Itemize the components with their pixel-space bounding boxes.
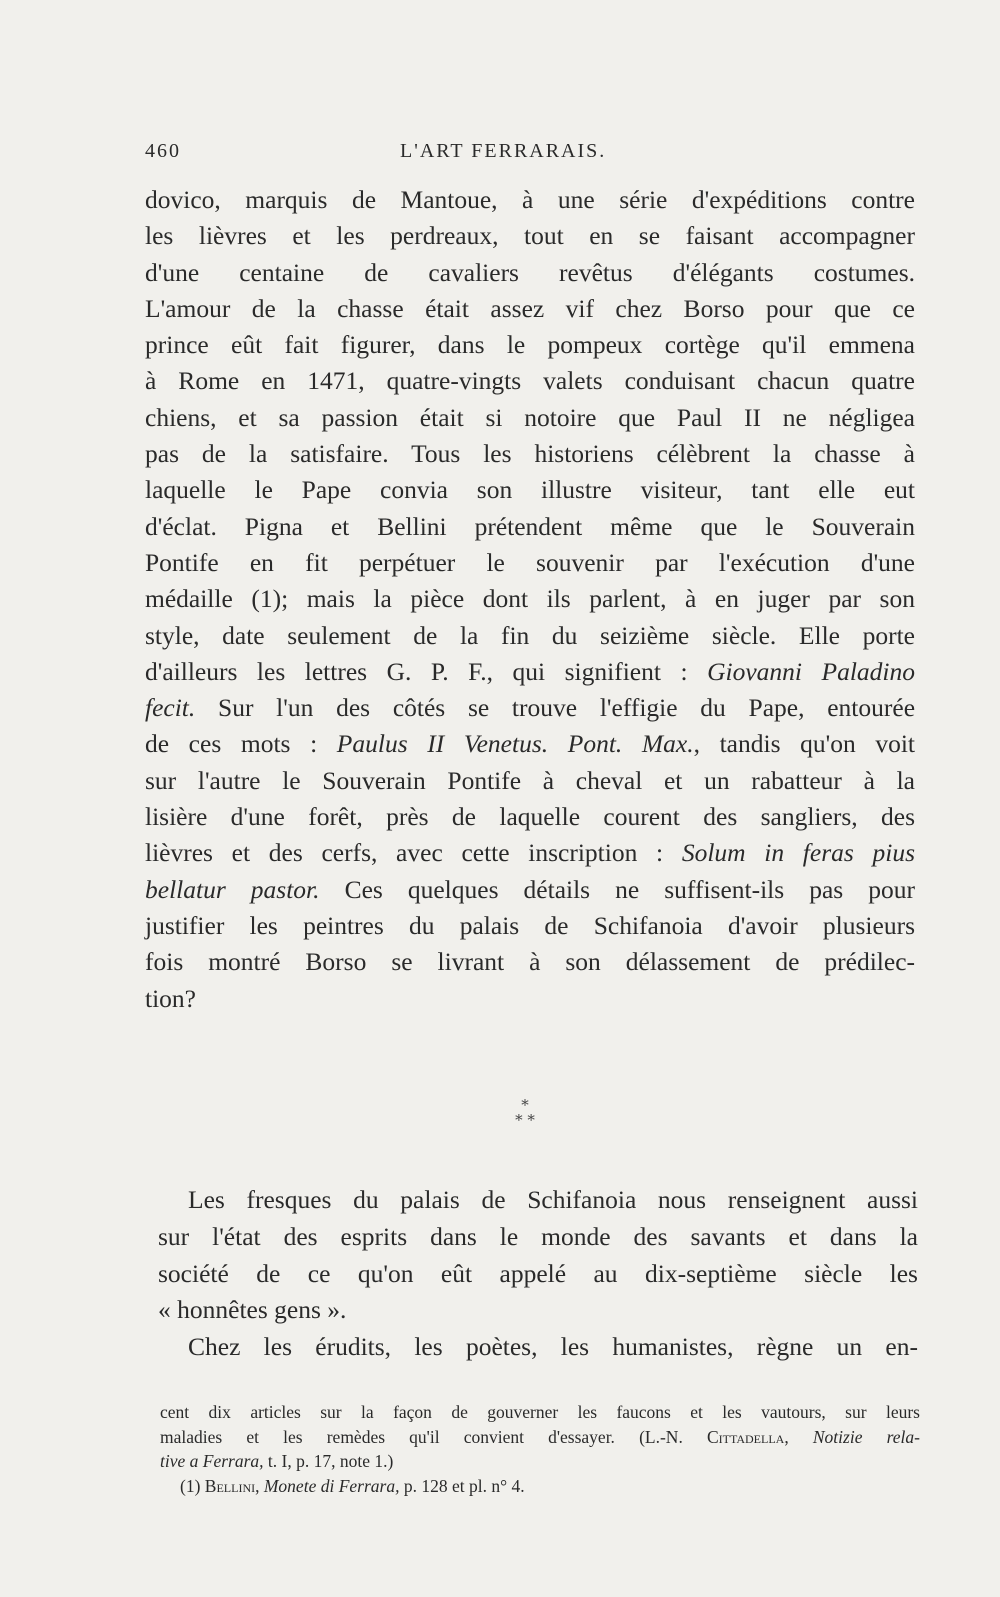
footnote-1 bbox=[160, 1474, 920, 1499]
text-line: pas de la satisfaire. Tous les historiens célèbrent la chasse à bbox=[145, 439, 915, 469]
author-name: Bellini, bbox=[204, 1475, 260, 1496]
text-line: médaille (1); mais la pièce dont ils parlent, à en juger par son bbox=[145, 584, 915, 614]
italic-inscription: bellatur pastor. bbox=[145, 874, 320, 904]
text-line: Les fresques du palais de Schifanoia nous renseignent aussi bbox=[188, 1185, 918, 1214]
paragraph-frescoes bbox=[158, 1182, 918, 1366]
text-line: lisière d'une forêt, près de laquelle courent des sangliers, des bbox=[145, 802, 915, 832]
text-line: style, date seulement de la fin du seizième siècle. Elle porte bbox=[145, 620, 915, 650]
text-line: « honnêtes gens ». bbox=[158, 1295, 347, 1325]
text-segment: Sur l'un des côtés se trouve l'effigie du Pape, entourée bbox=[218, 693, 916, 723]
text-segment: de ces mots : bbox=[145, 729, 318, 759]
text-line bbox=[145, 654, 915, 690]
text-line bbox=[145, 690, 915, 726]
text-line: laquelle le Pape convia son illustre visiteur, tant elle eut bbox=[145, 475, 915, 505]
work-title: tive a Ferrara, bbox=[160, 1451, 264, 1471]
text-line bbox=[145, 872, 915, 908]
text-line: Pontife en fit perpétuer le souvenir par l'exécution d'une bbox=[145, 547, 915, 577]
footnote-line: cent dix articles sur la façon de gouverner les faucons et les vautours, sur leurs bbox=[160, 1402, 920, 1422]
text-line: dovico, marquis de Mantoue, à une série d'expéditions contre bbox=[145, 185, 915, 214]
text-segment: lièvres et des cerfs, avec cette inscription : bbox=[145, 838, 664, 868]
running-title: L'ART FERRARAIS. bbox=[400, 140, 607, 162]
text-segment: , tandis qu'on voit bbox=[693, 729, 916, 759]
text-line: fois montré Borso se livrant à son délassement de prédilec- bbox=[145, 947, 915, 977]
section-asterism bbox=[495, 1098, 555, 1128]
italic-inscription: Solum in feras pius bbox=[681, 838, 916, 868]
text-line: justifier les peintres du palais de Schifanoia d'avoir plusieurs bbox=[145, 910, 915, 940]
text-line: à Rome en 1471, quatre-vingts valets conduisant chacun quatre bbox=[145, 366, 915, 396]
asterism-bottom: * * bbox=[515, 1111, 535, 1129]
text-line: sur l'autre le Souverain Pontife à cheval et un rabatteur à la bbox=[145, 765, 915, 795]
page-number: 460 bbox=[145, 140, 181, 162]
text-segment: Ces quelques détails ne suffisent-ils pas pour bbox=[344, 874, 915, 904]
text-line: d'une centaine de cavaliers revêtus d'élégants costumes. bbox=[145, 257, 915, 287]
text-line: prince eût fait figurer, dans le pompeux cortège qu'il emmena bbox=[145, 330, 915, 360]
text-line: Chez les érudits, les poètes, les humanistes, règne un en- bbox=[188, 1332, 918, 1362]
work-title: Monete di Ferrara, bbox=[263, 1475, 400, 1496]
footnote-marker: (1) bbox=[180, 1475, 201, 1496]
asterism-top: * bbox=[521, 1096, 529, 1114]
footnotes bbox=[160, 1400, 920, 1498]
author-name: Cittadella, bbox=[706, 1426, 789, 1447]
work-title: Notizie rela- bbox=[812, 1426, 920, 1447]
footnote-line bbox=[160, 1425, 920, 1450]
text-line bbox=[145, 726, 915, 762]
text-line: les lièvres et les perdreaux, tout en se faisant accompagner bbox=[145, 221, 915, 251]
italic-inscription: Giovanni Paladino bbox=[707, 656, 915, 686]
text-segment: maladies et les remèdes qu'il convient d'essayer. (L.-N. bbox=[160, 1426, 683, 1447]
text-line: chiens, et sa passion était si notoire que Paul II ne négligea bbox=[145, 402, 915, 432]
page-header bbox=[145, 140, 910, 172]
text-line: société de ce qu'on eût appelé au dix-septième siècle les bbox=[158, 1258, 918, 1288]
text-line: L'amour de la chasse était assez vif chez Borso pour que ce bbox=[145, 293, 915, 323]
italic-inscription: fecit. bbox=[145, 693, 196, 723]
footnote-line bbox=[160, 1449, 920, 1474]
italic-inscription: Paulus II Venetus. Pont. Max. bbox=[336, 729, 694, 759]
text-line: sur l'état des esprits dans le monde des savants et dans la bbox=[158, 1221, 918, 1251]
text-segment: t. I, p. 17, note 1.) bbox=[267, 1451, 394, 1471]
text-segment: p. 128 et pl. n° 4. bbox=[403, 1475, 525, 1496]
paragraph-hunting bbox=[145, 182, 915, 1017]
text-line: d'éclat. Pigna et Bellini prétendent même que le Souverain bbox=[145, 511, 915, 541]
text-line bbox=[145, 835, 915, 871]
text-line: tion? bbox=[145, 983, 196, 1013]
text-segment: d'ailleurs les lettres G. P. F., qui signifient : bbox=[145, 656, 688, 686]
